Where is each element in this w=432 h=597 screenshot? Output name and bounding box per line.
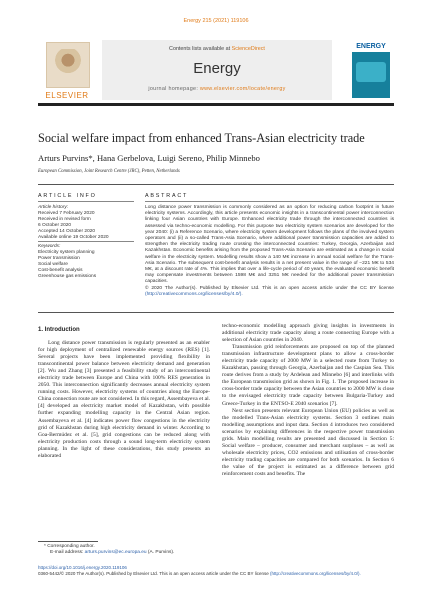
paragraph: Long distance power transmission is regularly presented as an enabler for high deployment of centralized renewable energy sources (RES) [1]. Several projects have been implemented providing flexibility in transcontinental power balance between electricity demand and generation [2]. Wu and Zhang [3] presented a feasibility study of an intercontinental electricity trade between Europe and China with 100% RES generation in 2050. This interconnection significantly decreases annual electricity system running costs. However, electricity systems of countries along the Europe-China connection route are not considered. In this regard, Assembayeva et al. [4] developed an electricity market model of Kazakhstan, with possible further expanding modelling capacity in the Central Asian region. Assembayeva et al. [4] indicates power flow congestions in the electricity grid of Kazakhstan during high electricity demand in winter. According to Goa-Bermúdez et al. [5], grid congestions can be reduced along with electricity production costs through a sound long-term electricity system planning. In the light of these considerations, this study presents an elaborated bbox=[38, 340, 210, 459]
journal-header bbox=[38, 40, 394, 102]
journal-cover-thumbnail[interactable] bbox=[342, 42, 394, 100]
history-label: Article history: bbox=[38, 205, 69, 210]
cover-label: ENERGY bbox=[354, 42, 388, 52]
homepage-prefix: journal homepage: bbox=[148, 86, 200, 92]
journal-homepage bbox=[102, 86, 332, 92]
article-title: Social welfare impact from enhanced Trans-Asian electricity trade bbox=[38, 131, 365, 145]
license-text: 0360-5442/© 2020 The Author(s). Published by Elsevier Ltd. This is an open access article under the CC BY license bbox=[38, 571, 270, 577]
footnote-divider bbox=[38, 541, 98, 542]
email-line bbox=[38, 550, 238, 556]
divider bbox=[38, 312, 394, 313]
license-line bbox=[38, 571, 398, 577]
page-footer bbox=[38, 565, 398, 578]
article-history bbox=[38, 205, 134, 242]
header-divider bbox=[38, 103, 394, 106]
copyright-notice bbox=[145, 286, 394, 298]
author-list[interactable]: Arturs Purvins*, Hana Gerbelova, Luigi Sereno, Philip Minnebo bbox=[38, 153, 260, 163]
license-link[interactable]: (http://creativecommons.org/licenses/by/4.0/). bbox=[145, 291, 243, 297]
license-link[interactable]: (http://creativecommons.org/licenses/by/4.0/). bbox=[269, 571, 361, 577]
paragraph: Transmission grid reinforcements are proposed on top of the planned transmission infrastructure development plans to allow a cross-border electricity trade capacity of 2000 MW in a selected route from Turkey to Kazakhstan, passing through Georgia, Azerbaijan and the Caspian Sea. This route derives from a study by Ardelean and Minnebo [6] and interlinks with the European transmission grid as shown in Fig. 1. The proposed increase in cross-border trade capacity between the Asian countries to 2000 MW is close to the envisaged electricity trade capacity between Bulgaria-Turkey and Greece-Turkey in the ENTSO-E 2040 scenarios [7]. bbox=[222, 344, 394, 407]
divider bbox=[145, 201, 394, 202]
history-line: Received 7 February 2020 bbox=[38, 211, 95, 217]
sciencedirect-link[interactable]: ScienceDirect bbox=[231, 46, 265, 52]
keywords bbox=[38, 244, 134, 281]
article-info-heading: ARTICLE INFO bbox=[38, 193, 97, 199]
journal-reference[interactable]: Energy 215 (2021) 119106 bbox=[183, 18, 249, 24]
keywords-label: Keywords: bbox=[38, 244, 61, 249]
history-line: Available online 19 October 2020 bbox=[38, 235, 109, 241]
abstract-heading: ABSTRACT bbox=[145, 193, 189, 199]
keyword: Social welfare bbox=[38, 262, 68, 268]
copyright-text: © 2020 The Author(s). Published by Elsevier Ltd. This is an open access article under the CC BY license bbox=[145, 285, 394, 291]
divider bbox=[38, 201, 134, 202]
abstract bbox=[145, 205, 394, 298]
divider bbox=[38, 241, 134, 242]
journal-banner bbox=[102, 40, 332, 100]
publisher-logo[interactable] bbox=[38, 42, 96, 102]
keyword: Greenhouse gas emissions bbox=[38, 274, 97, 280]
corresponding-author-note: * Corresponding author. bbox=[44, 544, 95, 549]
keyword: Electricity system planning bbox=[38, 250, 95, 256]
cover-image bbox=[352, 52, 390, 98]
publisher-logo-text: ELSEVIER bbox=[45, 91, 89, 100]
abstract-text: Long distance power transmission is commonly considered as an option for reducing carbon footprint in future electricity systems. Accordingly, this article presents economic insights in a transcontinental power interconnection linking four Asian countries with Europe. Enhanced electricity trade through the interconnected countries is assessed via techno-economic modelling. For this purpose two electricity system scenarios are developed for the year 2040: (i) a Reference Scenario, where electricity system development follows the plans of the involved system operators and (ii) a so-called Trans-Asia Scenario, where additional power transmission capacities are added to strengthen the electricity trading route crossing the interconnected countries: Turkey, Georgia, Azerbaijan and Kazakhstan. Economic benefits arising from the proposed Trans-Asia Scenario are estimated as a change in social welfare in the electricity system. Modelling results show a 140 M€ increase in annual social welfare for the Trans-Asia Scenario. The subsequent cost-benefit analysis results in a net present value in the range of −221 M€ to 534 M€, at a discount rate of 4%. This implies that over a life-cycle period of 40 years, the evaluated economic benefit may compensate investments between 1598 M€ and 3251 M€ needed for the additional power transmission capacities. bbox=[145, 205, 394, 285]
footnote bbox=[38, 544, 238, 557]
divider bbox=[38, 184, 394, 185]
paragraph: techno-economic modelling approach giving insights in investments in additional electricity trade capacity along a route connecting Europe with a selection of Asian countries in 2040. bbox=[222, 323, 394, 344]
elsevier-tree-icon bbox=[46, 42, 90, 88]
paragraph: Next section presents relevant European Union (EU) policies as well as the modelled Trans-Asian electricity systems. Section 3 outlines main modelling assumptions and input data. Section 4 introduces two considered scenarios by explaining differences in the respective power transmission grids. Main modelling results are presented and discussed in Section 5: Social welfare – producer, consumer and merchant surpluses – as well as wholesale electricity prices, CO2 emissions and utilisation of cross-border electricity trading capacities are compared for both scenarios. In Section 6 the value of the project is estimated as a difference between grid reinforcement costs and benefits. The bbox=[222, 407, 394, 477]
email-label: E-mail address: bbox=[50, 550, 85, 556]
author-affiliation: European Commission, Joint Research Centre (JRC), Petten, Netherlands bbox=[38, 169, 180, 174]
body-column-right bbox=[222, 323, 394, 478]
keyword: Cost-benefit analysis bbox=[38, 268, 83, 274]
doi-link[interactable]: https://doi.org/10.1016/j.energy.2020.119106 bbox=[38, 565, 127, 570]
section-heading: 1. Introduction bbox=[38, 327, 80, 333]
contents-line bbox=[102, 46, 332, 52]
history-line: 6 October 2020 bbox=[38, 223, 72, 229]
homepage-link[interactable]: www.elsevier.com/locate/energy bbox=[199, 86, 286, 92]
journal-title: Energy bbox=[193, 60, 241, 77]
email-link[interactable]: arturs.purvins@ec.europa.eu bbox=[84, 550, 147, 556]
history-line: Accepted 14 October 2020 bbox=[38, 229, 96, 235]
email-suffix: (A. Purvins). bbox=[146, 550, 175, 556]
body-column-left bbox=[38, 340, 210, 460]
contents-prefix: Contents lists available at bbox=[169, 46, 232, 52]
history-line: Received in revised form bbox=[38, 217, 91, 223]
keyword: Power transmission bbox=[38, 256, 80, 262]
